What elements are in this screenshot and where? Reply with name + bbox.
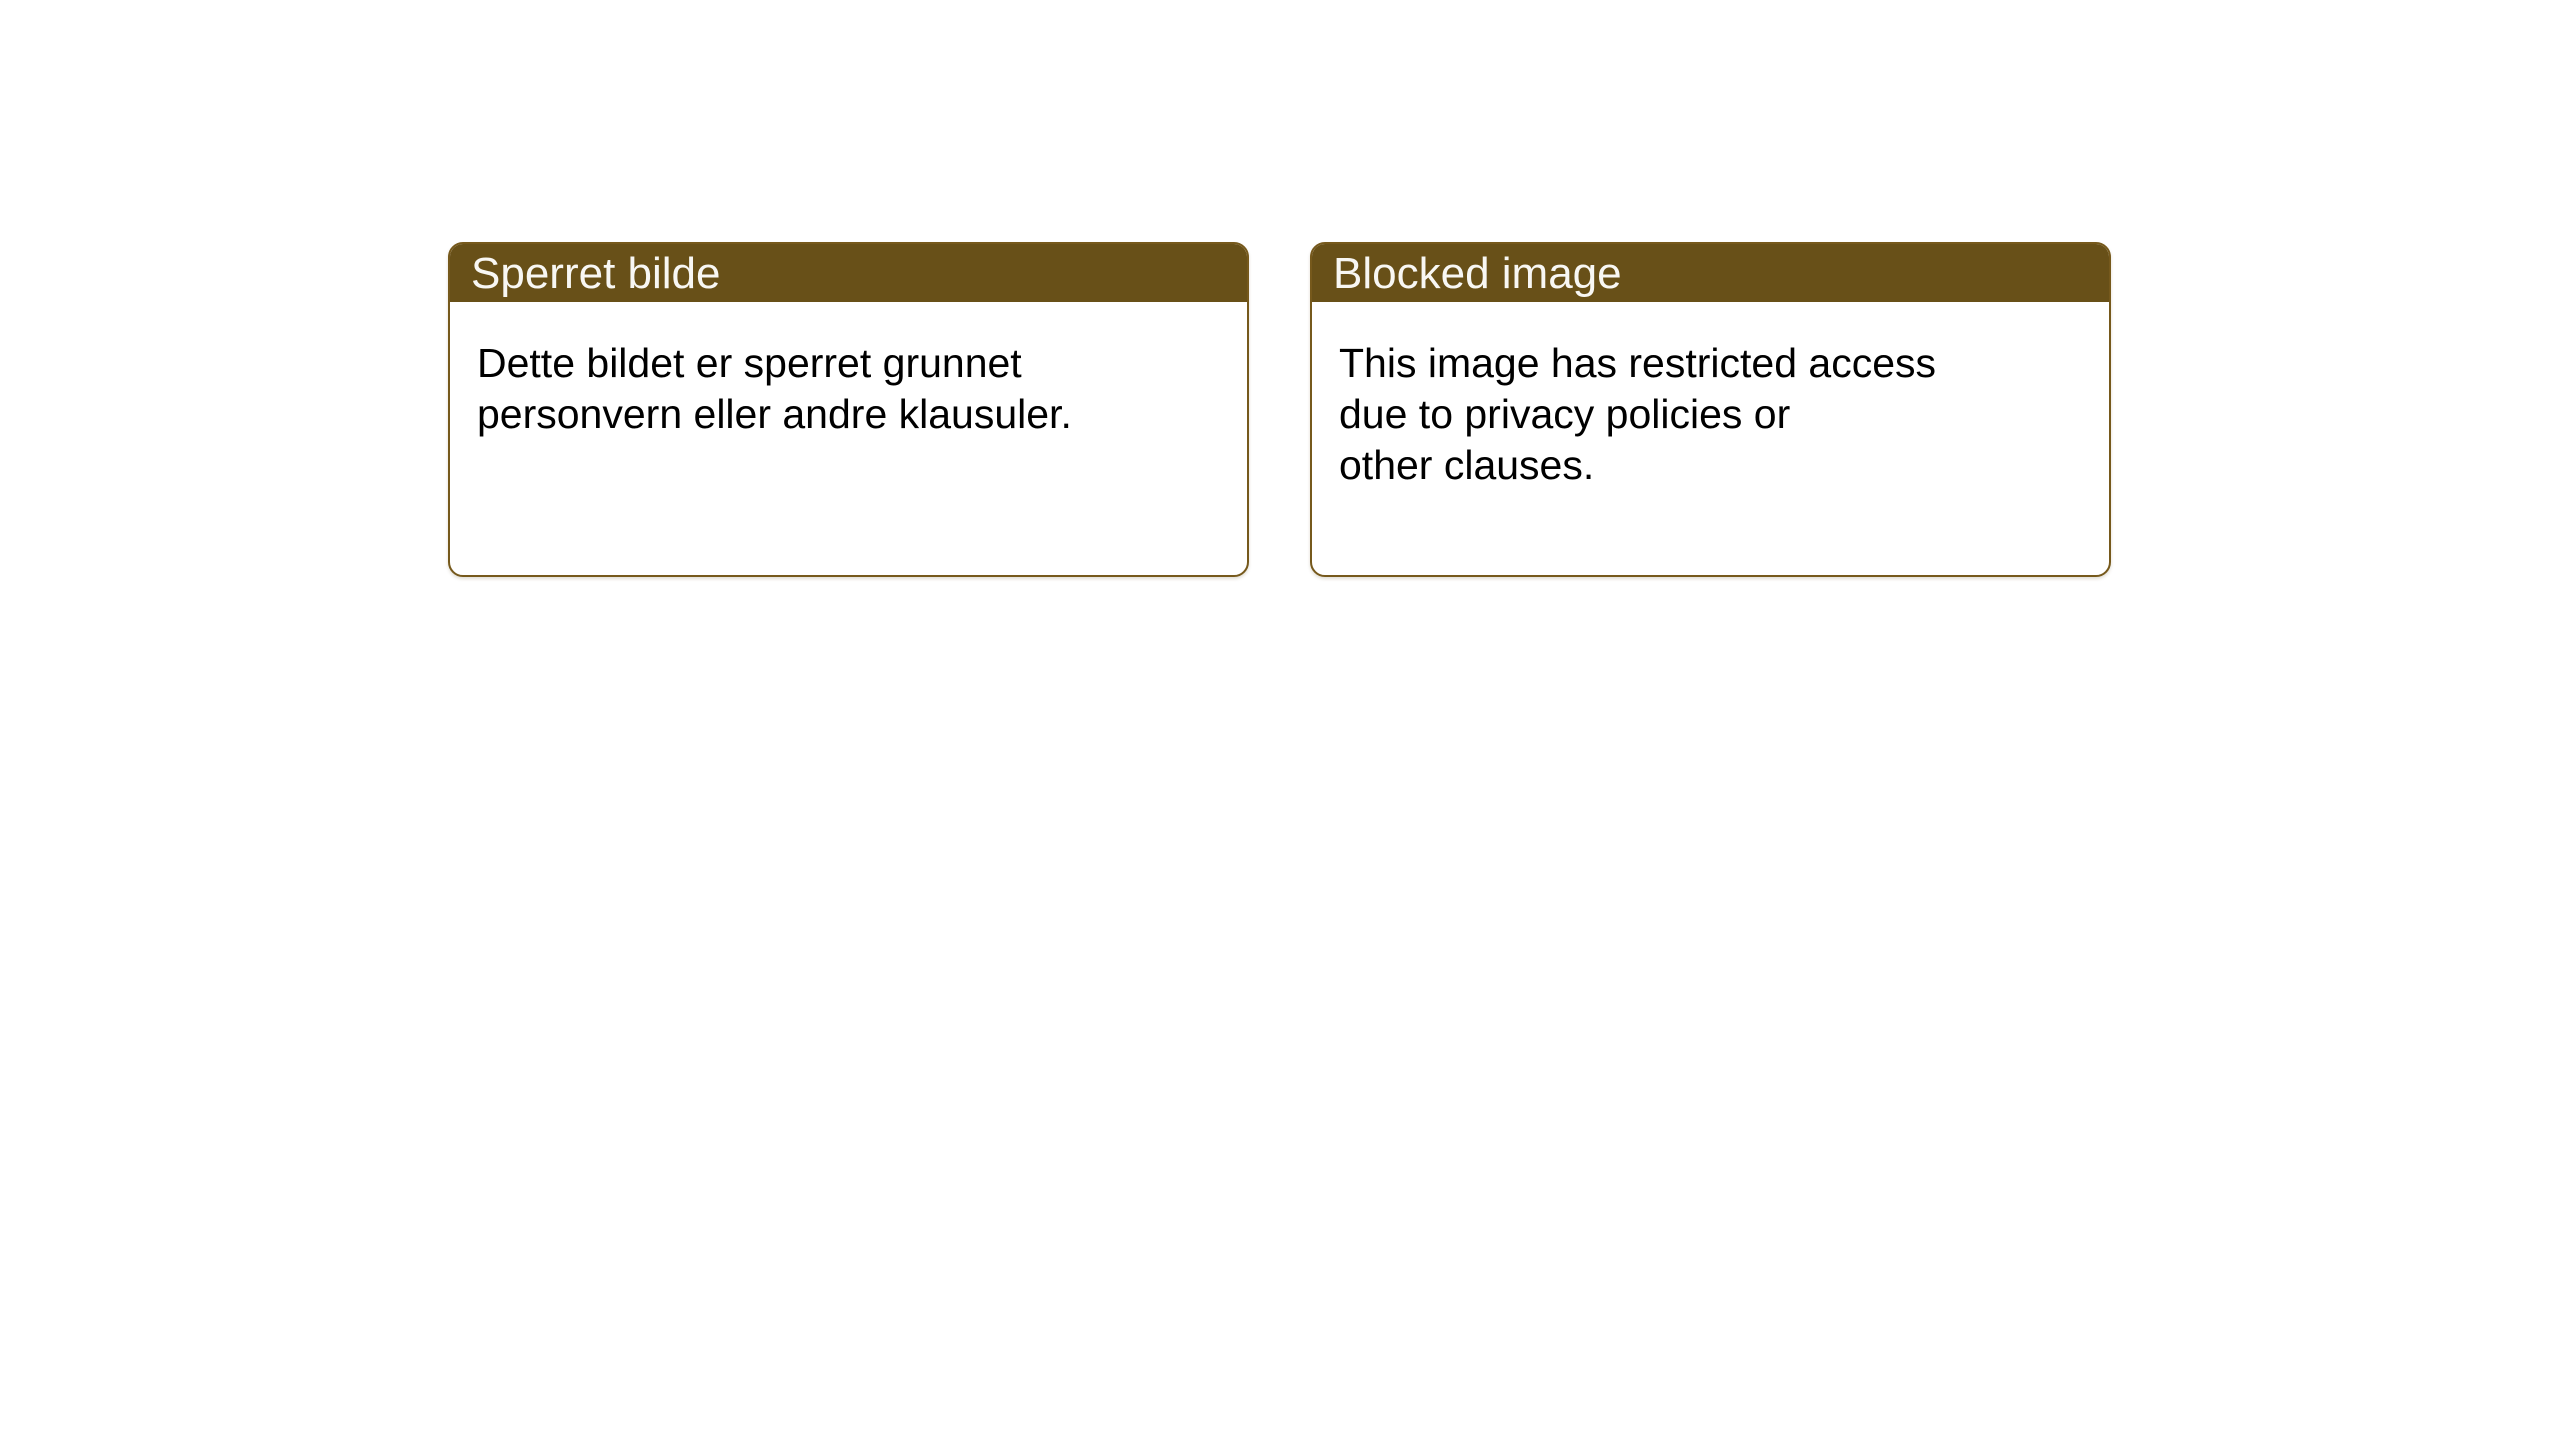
- blocked-image-card-norwegian: [448, 242, 1249, 577]
- card-title: Sperret bilde: [471, 249, 721, 298]
- body-line: due to privacy policies or: [1339, 391, 1791, 437]
- card-body: [450, 302, 1247, 440]
- card-header: [450, 244, 1247, 302]
- card-title: Blocked image: [1333, 249, 1622, 298]
- body-line: personvern eller andre klausuler.: [477, 391, 1072, 437]
- card-body: [1312, 302, 2109, 491]
- blocked-image-card-english: [1310, 242, 2111, 577]
- body-line: Dette bildet er sperret grunnet: [477, 340, 1022, 386]
- body-line: other clauses.: [1339, 442, 1595, 488]
- body-line: This image has restricted access: [1339, 340, 1937, 386]
- card-header: [1312, 244, 2109, 302]
